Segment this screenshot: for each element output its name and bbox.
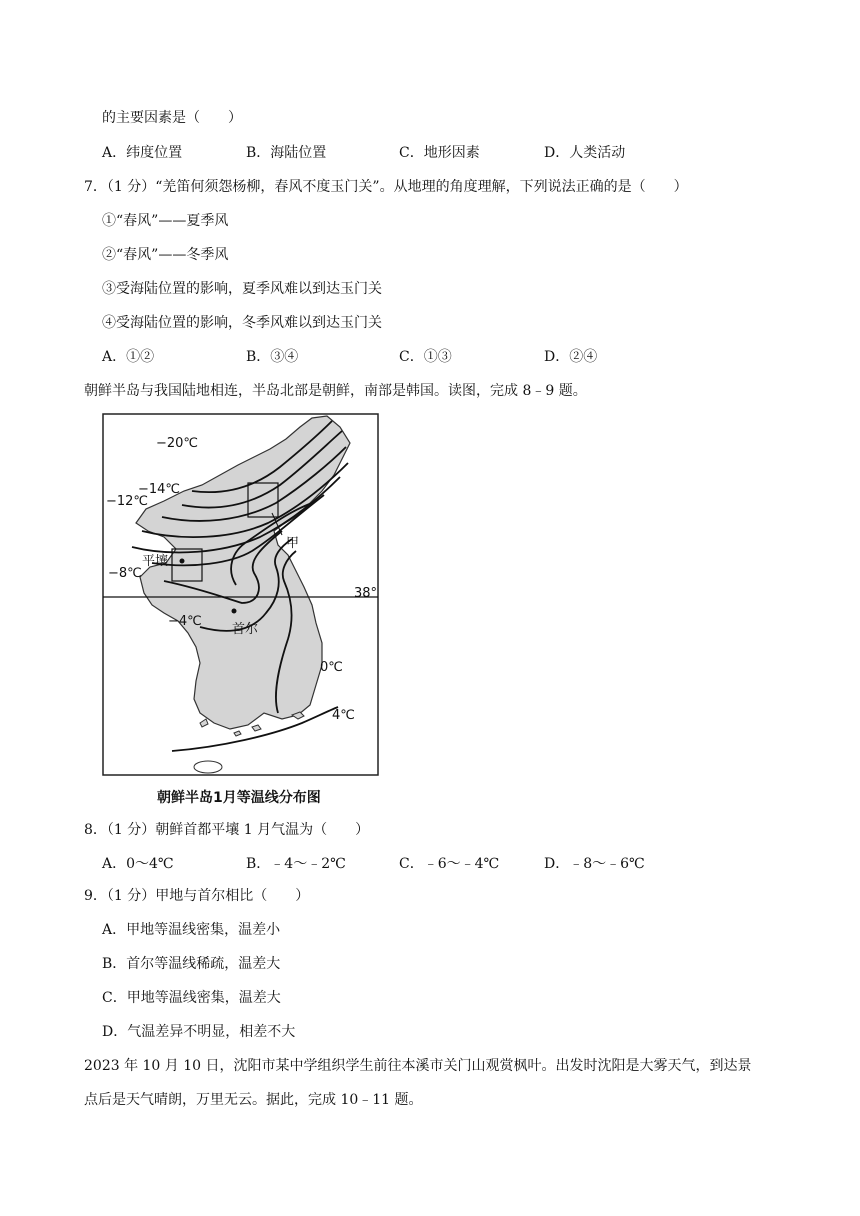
place-label-jia: 甲 [286,536,300,551]
option-c: C．﹣6～﹣4℃ [399,856,500,872]
question-6-stem-tail: 的主要因素是（ ） [102,110,242,126]
isotherm-label: −8℃ [108,566,142,581]
option-a: A．纬度位置 [102,145,183,161]
isotherm-label: 4℃ [332,708,355,723]
option-c: C．地形因素 [399,145,480,161]
option-d: D．﹣8～﹣6℃ [544,856,645,872]
question-9-option-a: A．甲地等温线密集，温差小 [102,922,281,938]
question-7-statement: ①“春风”——夏季风 [102,213,229,229]
option-d: D．人类活动 [544,145,626,161]
option-c: C．①③ [399,349,452,365]
option-a: A．0～4℃ [102,856,174,872]
option-a: A．①② [102,349,155,365]
option-b: B．③④ [246,349,299,365]
map-caption: 朝鲜半岛1月等温线分布图 [157,790,321,806]
pyongyang-dot [180,559,185,564]
option-b: B．海陆位置 [246,145,327,161]
question-9-option-d: D．气温差异不明显，相差不大 [102,1024,296,1040]
question-7-statement: ③受海陆位置的影响，夏季风难以到达玉门关 [102,281,382,297]
isotherm-label: −20℃ [156,436,199,451]
isotherm-label: −14℃ [138,482,181,497]
jeju-island [194,761,222,773]
isotherm-label: −12℃ [106,494,149,509]
question-9-stem: 9．（1 分）甲地与首尔相比（ ） [84,888,310,904]
passage-10-11-line: 2023 年 10 月 10 日，沈阳市某中学组织学生前往本溪市关门山观赏枫叶。出发时沈阳是大雾天气，到达景 [84,1058,752,1074]
question-7-statement: ④受海陆位置的影响，冬季风难以到达玉门关 [102,315,382,331]
seoul-dot [232,609,237,614]
latitude-label: 38° [354,586,378,601]
place-label-pyongyang: 平壤 [142,554,169,569]
option-b: B．﹣4～﹣2℃ [246,856,346,872]
isotherm-map [102,413,380,777]
passage-8-9: 朝鲜半岛与我国陆地相连，半岛北部是朝鲜，南部是韩国。读图，完成 8﹣9 题。 [84,383,587,399]
passage-10-11-line: 点后是天气晴朗，万里无云。据此，完成 10﹣11 题。 [84,1092,423,1108]
isotherm-label: −4℃ [168,614,202,629]
isotherm-label: 0℃ [320,660,343,675]
question-8-stem: 8．（1 分）朝鲜首都平壤 1 月气温为（ ） [84,822,370,838]
option-d: D．②④ [544,349,598,365]
question-7-stem: 7．（1 分）“羌笛何须怨杨柳，春风不度玉门关”。从地理的角度理解，下列说法正确的是（ ） [84,179,688,195]
question-9-option-b: B．首尔等温线稀疏，温差大 [102,956,281,972]
place-label-seoul: 首尔 [232,622,259,637]
question-9-option-c: C．甲地等温线密集，温差大 [102,990,281,1006]
question-7-statement: ②“春风”——冬季风 [102,247,229,263]
